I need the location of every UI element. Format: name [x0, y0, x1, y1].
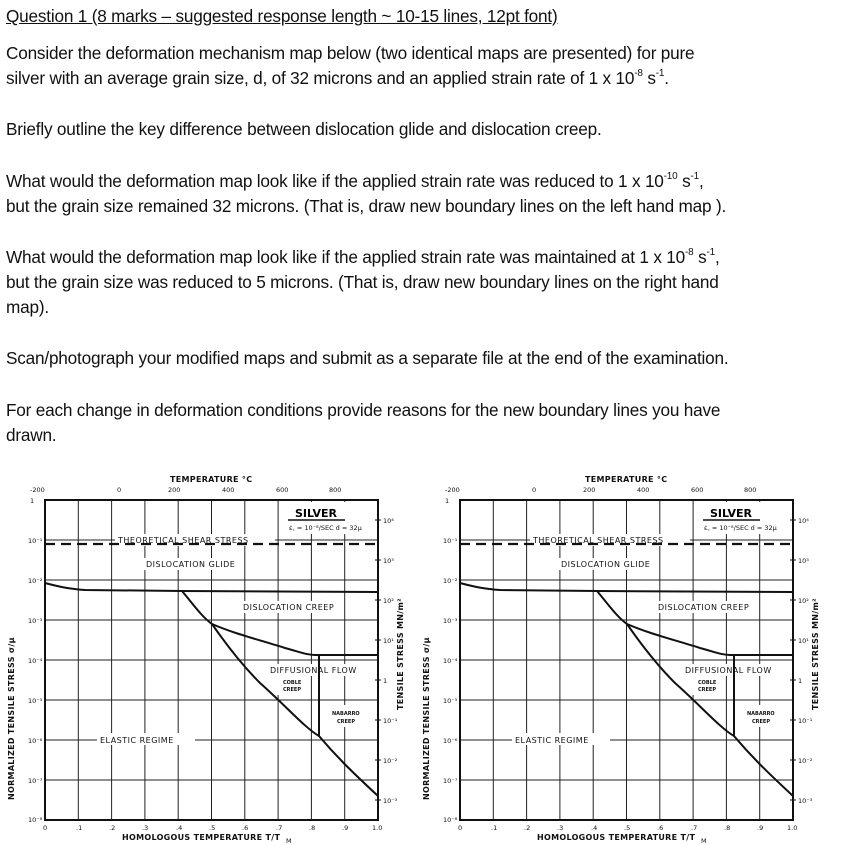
top-tick: 800 — [744, 486, 757, 494]
bottom-tick: .4 — [591, 824, 598, 832]
region-theoretical-label: THEORETICAL SHEAR STRESS — [118, 536, 249, 545]
right-tick: 10⁻³ — [798, 797, 813, 805]
part-c-line-3: map). — [6, 297, 49, 317]
right-tick: 10¹ — [798, 637, 809, 645]
part-c-line-1 — [6, 245, 720, 270]
part-a-text: Briefly outline the key difference between dislocation glide and dislocation creep. — [6, 119, 602, 139]
bottom-tick: .3 — [142, 824, 149, 832]
left-tick: 10⁻⁶ — [443, 737, 458, 745]
intro-line-1: Consider the deformation mechanism map below (two identical maps are presented) for pure — [6, 43, 695, 63]
bottom-axis-subscript: M — [701, 837, 707, 845]
top-tick: 400 — [637, 486, 650, 494]
instruction-reasons-line-2: drawn. — [6, 425, 57, 445]
top-tick: 0 — [117, 486, 122, 494]
instruction-scan: Scan/photograph your modified maps and submit as a separate file at the end of the examination. — [6, 348, 729, 368]
left-tick: 1 — [30, 497, 35, 505]
top-tick: 200 — [168, 486, 181, 494]
right-tick: 10⁴ — [383, 517, 394, 525]
right-tick: 1 — [383, 677, 388, 685]
bottom-tick: .4 — [176, 824, 183, 832]
part-b-line-2: but the grain size remained 32 microns. (That is, draw new boundary lines on the left hand map ). — [6, 196, 727, 216]
left-tick: 10⁻² — [443, 577, 458, 585]
right-tick: 10² — [798, 597, 809, 605]
intro-line-2 — [6, 66, 669, 91]
region-creep-label: DISLOCATION CREEP — [243, 603, 335, 612]
plot-area — [45, 500, 381, 820]
right-axis-title: TENSILE STRESS MN/m² — [396, 598, 405, 710]
bottom-tick: 0 — [43, 824, 48, 832]
unit: s — [677, 171, 691, 191]
left-tick: 10⁻² — [28, 577, 43, 585]
right-tick: 1 — [798, 677, 803, 685]
right-tick: 10¹ — [383, 637, 394, 645]
question-title: Question 1 (8 marks – suggested response length ~ 10-15 lines, 12pt font) — [6, 6, 558, 26]
bottom-tick: .1 — [491, 824, 498, 832]
deformation-map-svg — [0, 470, 423, 845]
bottom-tick: .5 — [624, 824, 631, 832]
left-axis-title: NORMALIZED TENSILE STRESS σ/μ — [422, 637, 431, 800]
region-coble-label: COBLE — [698, 680, 717, 686]
left-tick: 10⁻⁷ — [28, 777, 43, 785]
bottom-tick: .7 — [691, 824, 698, 832]
top-tick: 400 — [222, 486, 235, 494]
material-label: SILVER — [710, 507, 753, 520]
region-coble-label: CREEP — [698, 687, 717, 693]
right-tick: 10³ — [798, 557, 809, 565]
left-axis-title: NORMALIZED TENSILE STRESS σ/μ — [7, 637, 16, 800]
left-tick: 10⁻³ — [443, 617, 458, 625]
left-tick: 10⁻¹ — [443, 537, 458, 545]
region-nabarro-label: NABARRO — [332, 711, 360, 717]
bottom-axis-subscript: M — [286, 837, 292, 845]
region-nabarro-label: CREEP — [337, 719, 356, 725]
bottom-tick: .6 — [242, 824, 249, 832]
deformation-map-svg — [415, 470, 838, 845]
bottom-tick: .6 — [657, 824, 664, 832]
top-tick: 600 — [276, 486, 289, 494]
left-tick: 10⁻⁵ — [443, 697, 458, 705]
material-label: SILVER — [295, 507, 338, 520]
region-coble-label: CREEP — [283, 687, 302, 693]
bottom-tick: .3 — [557, 824, 564, 832]
left-tick: 10⁻⁶ — [28, 737, 43, 745]
bottom-axis-title: HOMOLOGOUS TEMPERATURE T/T — [537, 833, 696, 842]
region-coble-label: COBLE — [283, 680, 302, 686]
intro-text: silver with an average grain size, d, of 32 microns and an applied strain rate of 1 x 10 — [6, 68, 635, 88]
region-nabarro-label: CREEP — [752, 719, 771, 725]
right-tick: 10⁻² — [383, 757, 398, 765]
part-c-line-2: but the grain size was reduced to 5 microns. (That is, draw new boundary lines on the right hand — [6, 272, 719, 292]
region-theoretical-label: THEORETICAL SHEAR STRESS — [533, 536, 664, 545]
left-tick: 10⁻⁵ — [28, 697, 43, 705]
left-tick: 10⁻⁷ — [443, 777, 458, 785]
grid — [45, 500, 378, 820]
exponent: -10 — [663, 171, 678, 183]
top-axis-title: TEMPERATURE °C — [585, 475, 668, 484]
bottom-tick: .8 — [724, 824, 731, 832]
instruction-reasons-line-1: For each change in deformation conditions provide reasons for the new boundary lines you have — [6, 400, 721, 420]
bottom-tick: 1.0 — [372, 824, 383, 832]
top-tick: -200 — [445, 486, 460, 494]
punct: , — [715, 247, 720, 267]
right-tick: 10⁻² — [798, 757, 813, 765]
region-elastic-label: ELASTIC REGIME — [515, 736, 589, 745]
bottom-tick: .1 — [76, 824, 83, 832]
exponent: -8 — [685, 247, 694, 259]
right-tick: 10⁻¹ — [383, 717, 398, 725]
region-glide-label: DISLOCATION GLIDE — [146, 560, 236, 569]
top-tick: 600 — [691, 486, 704, 494]
region-creep-label: DISLOCATION CREEP — [658, 603, 750, 612]
bottom-tick: .5 — [209, 824, 216, 832]
region-glide-label: DISLOCATION GLIDE — [561, 560, 651, 569]
left-tick: 1 — [445, 497, 450, 505]
bottom-tick: .7 — [276, 824, 283, 832]
region-diffusional-label: DIFFUSIONAL FLOW — [685, 666, 772, 675]
unit-exponent: -1 — [706, 247, 716, 259]
part-b-text: What would the deformation map look like if the applied strain rate was reduced to 1 x 10 — [6, 171, 664, 191]
right-tick: 10⁴ — [798, 517, 809, 525]
punct: . — [664, 68, 669, 88]
bottom-tick: .9 — [757, 824, 764, 832]
right-tick: 10⁻¹ — [798, 717, 813, 725]
bottom-tick: .2 — [109, 824, 116, 832]
left-tick: 10⁻⁸ — [443, 816, 458, 824]
plot-area — [460, 500, 796, 820]
top-tick: -200 — [30, 486, 45, 494]
deformation-map-left — [0, 470, 423, 845]
unit: s — [642, 68, 656, 88]
region-diffusional-label: DIFFUSIONAL FLOW — [270, 666, 357, 675]
right-tick: 10⁻³ — [383, 797, 398, 805]
bottom-tick: 0 — [458, 824, 463, 832]
region-nabarro-label: NABARRO — [747, 711, 775, 717]
left-tick: 10⁻¹ — [28, 537, 43, 545]
top-tick: 0 — [532, 486, 537, 494]
left-tick: 10⁻⁸ — [28, 816, 43, 824]
conditions-label: ε̇꜀ = 10⁻⁸/SEC d = 32μ — [704, 524, 777, 532]
exponent: -8 — [634, 68, 643, 80]
top-tick: 200 — [583, 486, 596, 494]
grid — [460, 500, 793, 820]
punct: , — [699, 171, 704, 191]
unit-exponent: -1 — [655, 68, 665, 80]
right-axis-title: TENSILE STRESS MN/m² — [811, 598, 820, 710]
right-tick: 10³ — [383, 557, 394, 565]
top-tick: 800 — [329, 486, 342, 494]
part-b-line-1 — [6, 169, 704, 194]
deformation-map-right — [415, 470, 838, 845]
part-c-text: What would the deformation map look like if the applied strain rate was maintained at 1 x 10 — [6, 247, 686, 267]
bottom-tick: 1.0 — [787, 824, 798, 832]
bottom-tick: .2 — [524, 824, 531, 832]
bottom-tick: .8 — [309, 824, 316, 832]
left-tick: 10⁻⁴ — [28, 657, 43, 665]
unit: s — [693, 247, 707, 267]
conditions-label: ε̇꜀ = 10⁻⁸/SEC d = 32μ — [289, 524, 362, 532]
right-tick: 10² — [383, 597, 394, 605]
bottom-axis-title: HOMOLOGOUS TEMPERATURE T/T — [122, 833, 281, 842]
left-tick: 10⁻³ — [28, 617, 43, 625]
top-axis-title: TEMPERATURE °C — [170, 475, 253, 484]
region-elastic-label: ELASTIC REGIME — [100, 736, 174, 745]
left-tick: 10⁻⁴ — [443, 657, 458, 665]
bottom-tick: .9 — [342, 824, 349, 832]
unit-exponent: -1 — [690, 171, 700, 183]
